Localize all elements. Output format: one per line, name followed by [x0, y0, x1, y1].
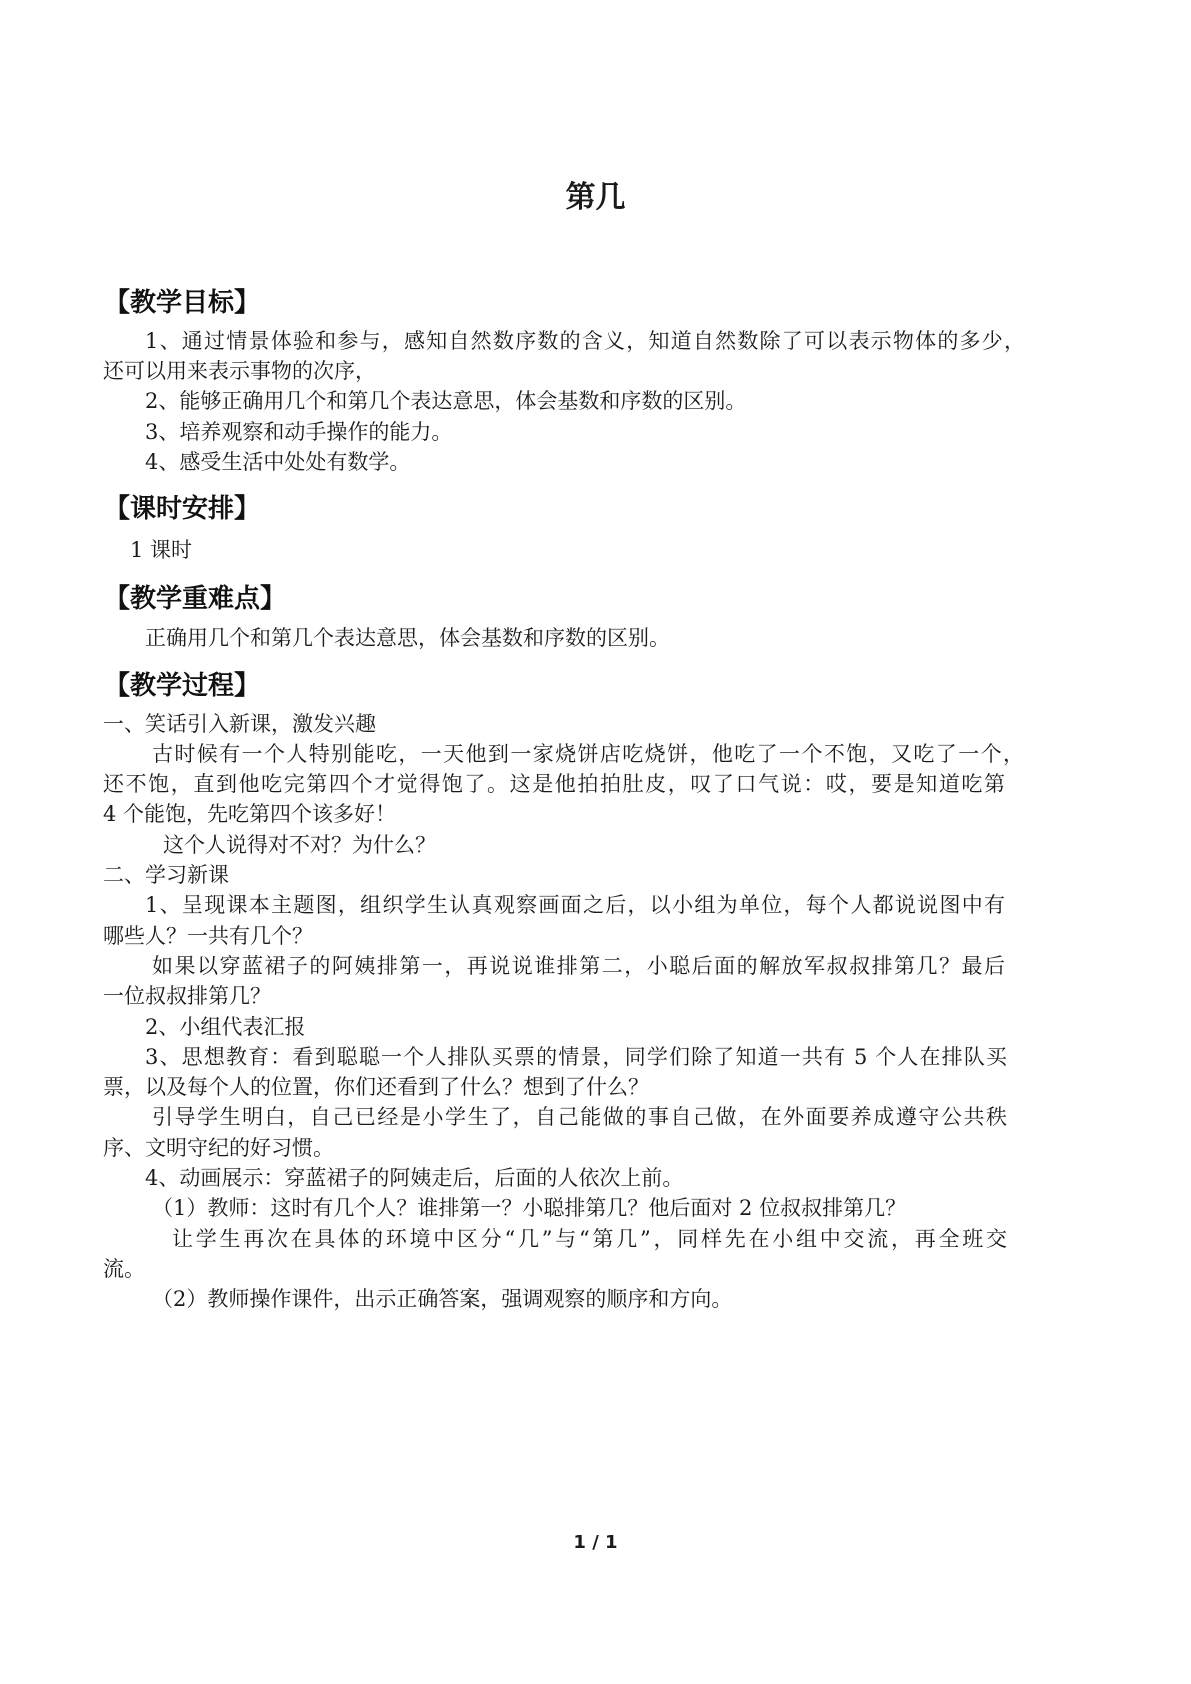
paragraph-line: 流。: [103, 1257, 145, 1281]
paragraph-line: 二、学习新课: [103, 863, 229, 887]
section-heading-objectives: 【教学目标】: [104, 288, 261, 318]
section-heading-key-points: 【教学重难点】: [104, 584, 287, 614]
page-title: 第几: [565, 180, 626, 215]
page-number: 1 / 1: [573, 1532, 618, 1553]
paragraph-line: 正确用几个和第几个表达意思，体会基数和序数的区别。: [145, 626, 670, 650]
section-heading-schedule: 【课时安排】: [104, 494, 261, 524]
paragraph-line: 1、呈现课本主题图，组织学生认真观察画面之后，以小组为单位，每个人都说说图中有: [145, 893, 1005, 917]
paragraph-line: 票，以及每个人的位置，你们还看到了什么？想到了什么？: [103, 1075, 649, 1099]
paragraph-line: （2）教师操作课件，出示正确答案，强调观察的顺序和方向。: [152, 1287, 733, 1311]
paragraph-line: 2、能够正确用几个和第几个表达意思，体会基数和序数的区别。: [145, 389, 747, 413]
paragraph-line: 一、笑话引入新课，激发兴趣: [103, 712, 376, 736]
paragraph-line: 如果以穿蓝裙子的阿姨排第一，再说说谁排第二，小聪后面的解放军叔叔排第几？最后: [152, 954, 1005, 978]
paragraph-line: 序、文明守纪的好习惯。: [103, 1136, 334, 1160]
paragraph-line: 4 个能饱，先吃第四个该多好！: [103, 802, 397, 826]
paragraph-line: 3、培养观察和动手操作的能力。: [145, 420, 453, 444]
paragraph-line: 古时候有一个人特别能吃，一天他到一家烧饼店吃烧饼，他吃了一个不饱，又吃了一个，: [152, 742, 1024, 766]
paragraph-line: 3、思想教育：看到聪聪一个人排队买票的情景，同学们除了知道一共有 5 个人在排队买: [145, 1045, 1007, 1069]
paragraph-line: 4、动画展示：穿蓝裙子的阿姨走后，后面的人依次上前。: [145, 1166, 684, 1190]
paragraph-line: 让学生再次在具体的环境中区分“几”与“第几”，同样先在小组中交流，再全班交: [172, 1227, 1007, 1251]
section-heading-process: 【教学过程】: [104, 671, 261, 701]
paragraph-line: 1、通过情景体验和参与，感知自然数序数的含义，知道自然数除了可以表示物体的多少，: [145, 329, 1025, 353]
paragraph-line: 还不饱，直到他吃完第四个才觉得饱了。这是他拍拍肚皮，叹了口气说：哎，要是知道吃第: [103, 772, 1005, 796]
paragraph-line: 4、感受生活中处处有数学。: [145, 450, 411, 474]
paragraph-line: 1 课时: [130, 538, 193, 562]
paragraph-line: （1）教师：这时有几个人？谁排第一？小聪排第几？他后面对 2 位叔叔排第几？: [152, 1196, 907, 1220]
paragraph-line: 引导学生明白，自己已经是小学生了，自己能做的事自己做，在外面要养成遵守公共秩: [152, 1105, 1007, 1129]
paragraph-line: 还可以用来表示事物的次序，: [103, 359, 376, 383]
paragraph-line: 这个人说得对不对？为什么？: [163, 833, 436, 857]
paragraph-line: 哪些人？一共有几个？: [103, 924, 313, 948]
paragraph-line: 2、小组代表汇报: [145, 1015, 306, 1039]
paragraph-line: 一位叔叔排第几？: [103, 984, 271, 1008]
